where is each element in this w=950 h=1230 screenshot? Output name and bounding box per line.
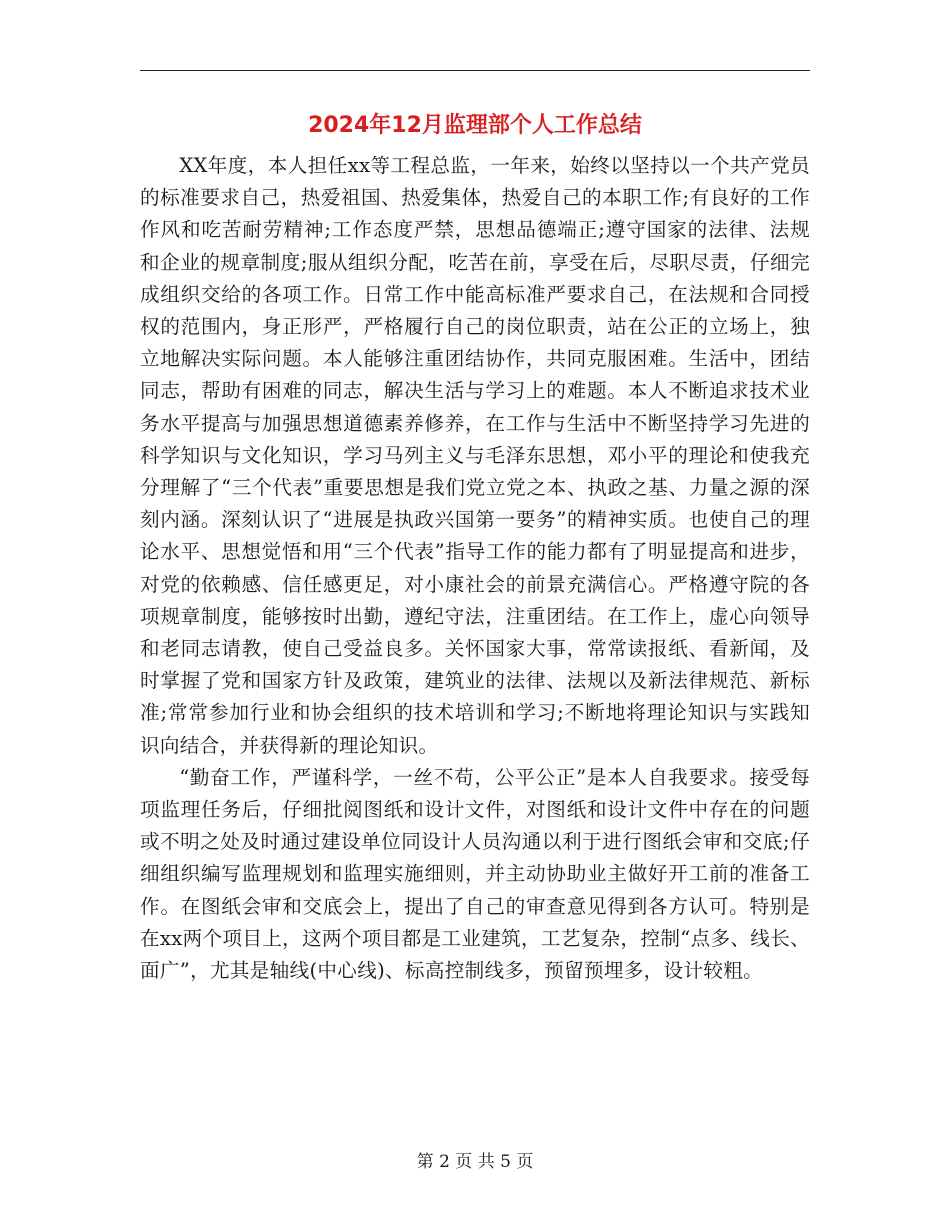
paragraph-1: XX年度，本人担任xx等工程总监，一年来，始终以坚持以一个共产党员的标准要求自己，热爱祖国、热爱集体，热爱自己的本职工作;有良好的工作作风和吃苦耐劳精神;工作态度严禁，思想品德端正;遵守国家的法律、法规和企业的规章制度;服从组织分配，吃苦在前，享受在后，尽职尽责，仔细完成组织交给的各项工作。日常工作中能高标准严要求自己，在法规和合同授权的范围内，身正形严，严格履行自己的岗位职责，站在公正的立场上，独立地解决实际问题。本人能够注重团结协作，共同克服困难。生活中，团结同志，帮助有困难的同志，解决生活与学习上的难题。本人不断追求技术业务水平提高与加强思想道德素养修养，在工作与生活中不断坚持学习先进的科学知识与文化知识，学习马列主义与毛泽东思想，邓小平的理论和使我充分理解了“三个代表”重要思想是我们党立党之本、执政之基、力量之源的深刻内涵。深刻认识了“进展是执政兴国第一要务”的精神实质。也使自己的理论水平、思想觉悟和用“三个代表”指导工作的能力都有了明显提高和进步，对党的依赖感、信任感更足，对小康社会的前景充满信心。严格遵守院的各项规章制度，能够按时出勤，遵纪守法，注重团结。在工作上，虚心向领导和老同志请教，使自己受益良多。关怀国家大事，常常读报纸、看新闻，及时掌握了党和国家方针及政策，建筑业的法律、法规以及新法律规范、新标准;常常参加行业和协会组织的技术培训和学习;不断地将理论知识与实践知识向结合，并获得新的理论知识。 xyxy=(140,154,810,757)
document-title: 2024年12月监理部个人工作总结 xyxy=(308,113,642,138)
page-number: 第 2 页 共 5 页 xyxy=(416,1152,534,1172)
document-body xyxy=(140,150,810,987)
header-rule xyxy=(140,70,810,71)
paragraph-2: “勤奋工作，严谨科学，一丝不苟，公平公正”是本人自我要求。接受每项监理任务后，仔细批阅图纸和设计文件，对图纸和设计文件中存在的问题或不明之处及时通过建设单位同设计人员沟通以利于进行图纸会审和交底;仔细组织编写监理规划和监理实施细则，并主动协助业主做好开工前的准备工作。在图纸会审和交底会上，提出了自己的审查意见得到各方认可。特别是在xx两个项目上，这两个项目都是工业建筑，工艺复杂，控制“点多、线长、面广”，尤其是轴线(中心线)、标高控制线多，预留预埋多，设计较粗。 xyxy=(140,765,810,983)
